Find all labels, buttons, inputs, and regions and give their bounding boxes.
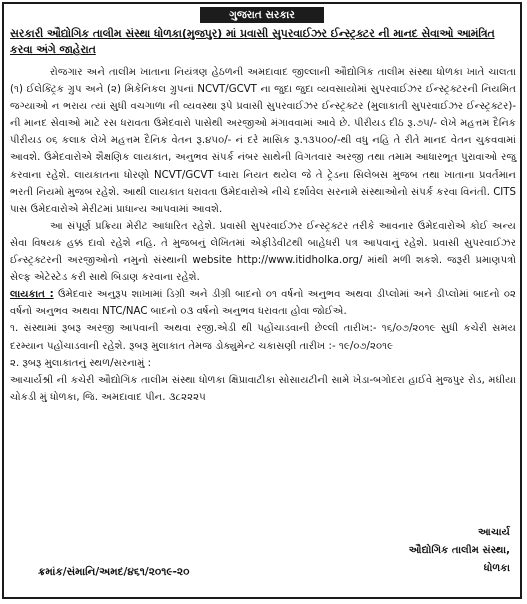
qualification-paragraph <box>10 286 516 320</box>
signature-block <box>409 524 510 578</box>
signature-place: ધોળકા <box>483 563 510 574</box>
signature-institute: ઔદ્યોગિક તાલીમ સંસ્થા, <box>408 545 510 556</box>
venue-heading: ૨. રૂબરૂ મુલાકાતનું સ્થળ/સરનામું : <box>10 357 152 369</box>
qualification-label: લાયકાત : <box>10 289 54 301</box>
deadline-item: ૧. સંસ્થામાં રૂબરૂ અરજી આપવાની અથવા રજી.એડી થી પહોંચાડવાની છેલ્લી તારીખ:- ૧૬/૦૭/૨૦૧૯ સુધી કચેરી સમય દરમ્યાન પહોંચાડવાની રહેશે. રૂબરૂ મુલાકાત તેમજ ડોક્યુમેન્ટ ચકાસણી તારીખ :- ૧૯/૦૭/૨૦૧૯ <box>10 323 516 352</box>
reference-number: ક્રમાંક/સંમાનિ/અમદ/૪૬૧/૨૦૧૯-૨૦ <box>38 566 190 578</box>
qualification-text: ઉમેદવાર અનુરૂપ શાખામાં ડિગ્રી અને ડીગ્રી બાદનો ૦૧ વર્ષનો અનુભવ અથવા ડીપ્લોમાં અને ડીપ્લોમાં બાદનો ૦૨ વર્ષનો અનુભવ અથવા NTC/NAC બાદનો ૦૩ વર્ષનો અનુભવ ધરાવતા હોવા જોઈએ. <box>10 289 516 318</box>
notice-title: સરકારી ઔદ્યોગિક તાલીમ સંસ્થા ધોળકા(મુજપુર) માં પ્રવાસી સુપરવાઈઝર ઈન્સ્ટ્રક્ટર ની માનદ સેવાઓ આમંત્રિત કરવા અંગે જાહેરાત <box>10 27 495 56</box>
government-header: ગુજરાત સરકાર <box>200 7 324 23</box>
signature-title: આચાર્ય <box>478 527 510 538</box>
notice-body <box>10 64 516 406</box>
paragraph-main: રોજગાર અને તાલીમ ખાતાના નિયંત્રણ હેઠળની અમદાવાદ જીલ્લાની ઔદ્યોગિક તાલીમ સંસ્થા ધોળકા ખાતે ચાલતા (૧) ઈલેક્ટ્રિક ગ્રુપ અને (૨) મિકેનિકલ ગ્રુપનાં NCVT/GCVT ના જુદા જુદા વ્યવસાયોમાં સુપરવાઈઝર ઈન્સ્ટ્રક્ટરની નિયમિત જગ્યાઓ ન ભરાય ત્યાં સુધી વચગાળા ની વ્યવસ્થા રૂપે પ્રવાસી સુપરવાઈઝર ઈન્સ્ટ્રક્ટર (મુલાકાતી સુપરવાઈઝર ઈન્સ્ટ્રક્ટર)-ની માનદ સેવાઓ માટે રસ ધરાવતા ઉમેદવારો પાસેથી અરજીઓ મંગાવવામાં આવે છે. પીરીયડ દીઠ રૂ.૭૫/- લેખે મહત્તમ દૈનિક પીરીયડ ૦૬ કલાક લેખે મહત્તમ દૈનિક વેતન રૂ.૪૫૦/- નં દરે માસિક રૂ.૧૩૫૦૦/-થી વધુ નહિ તે રીતે માનદ વેતન ચુકવવામાં આવશે. ઉમેદવારોએ શૈક્ષણિક લાયકાત, અનુભવ સંપર્ક નંબર સાથેની વિગતવાર અરજી તથા તમામ આધારભૂત પુરાવાઓ રજુ કરવાના રહેશે. લાયકાતના ધોરણો NCVT/GCVT ધ્વારા નિયત થયેલ જે તે ટ્રેડના સિલેબસ મુજબ તથા ખાતાના પ્રવર્તમાન ભરતી નિયમો મુજબ રહેશે. આથી લાયકાત ધરાવતા ઉમેદવારોએ નીચે દર્શાવેલ સરનામે સંસ્થાઓનો સંપર્ક કરવા વિનંતી. CITS પાસ ઉમેદવારોએ મેરીટમાં પ્રાધાન્ય આપવામાં આવશે. <box>10 67 516 215</box>
paragraph-process: આ સંપૂર્ણ પ્રક્રિયા મેરીટ આધારિત રહેશે. પ્રવાસી સુપરવાઈઝર ઈન્સ્ટ્રક્ટર તરીકે આવનાર ઉમેદવારોએ કોઈ અન્ય સેવા વિષયક હક્ક દાવો રહેશે નહિ. તે મુજબનું લેખિતમાં એફીડેવીટથી બાહેધરી પત્ર આપવાનું રહેશે. પ્રવાસી સુપરવાઈઝર ઈન્સ્ટ્રક્ટરની અરજીઓનો નમુનો સંસ્થાની website http://www.itidholka.org/ માંથી મળી શકશે. જરૂરી પ્રમાણપત્રો સેલ્ફ એટેસ્ટેડ કરી સાથે બિડાણ કરવાના રહેશે. <box>10 220 516 284</box>
venue-address: આચાર્યશ્રી ની કચેરી ઔદ્યોગિક તાલીમ સંસ્થા ધોળકા ક્ષિપ્રાવાટીકા સોસાયટીની સામે ખેડા-બગોદરા હાઈવે મુજપુર રોડ, મઘીયા ચોકડી મું ધોળકા, જિ. અમદાવાદ પીન. ૩૮૨૨૨૫ <box>10 374 516 403</box>
notice-document <box>2 2 522 599</box>
